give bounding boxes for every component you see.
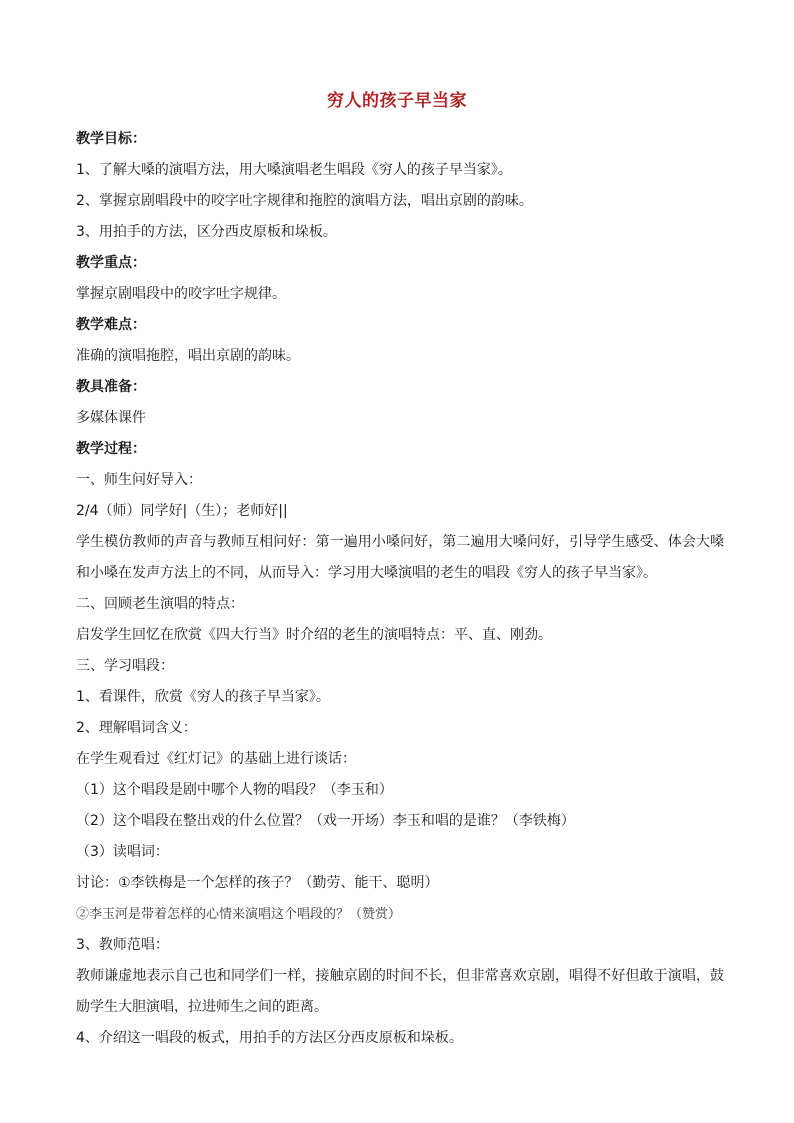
section-3-step-3: 3、教师范唱： (76, 937, 169, 953)
heading-teaching-goals: 教学目标： (76, 131, 146, 147)
heading-teaching-process: 教学过程： (76, 441, 146, 457)
question-1: （1）这个唱段是剧中哪个人物的唱段？（李玉和） (76, 782, 393, 798)
section-2-paragraph: 启发学生回忆在欣赏《四大行当》时介绍的老生的演唱特点：平、直、刚劲。 (76, 627, 552, 643)
section-1-title: 一、师生问好导入： (76, 472, 202, 488)
question-2: （2）这个唱段在整出戏的什么位置？（戏一开场）李玉和唱的是谁？（李铁梅） (76, 813, 575, 829)
difficulty-text: 准确的演唱拖腔，唱出京剧的韵味。 (76, 348, 300, 364)
document-body (76, 124, 724, 1054)
heading-key-points: 教学重点： (76, 255, 146, 271)
heading-difficulties: 教学难点： (76, 317, 146, 333)
discussion-1: 讨论：①李铁梅是一个怎样的孩子？（勤劳、能干、聪明） (76, 875, 439, 891)
section-3-step-2: 2、理解唱词含义： (76, 720, 197, 736)
section-3-step-3-paragraph: 教师谦虚地表示自己也和同学们一样，接触京剧的时间不长，但非常喜欢京剧，唱得不好但敢于演唱，鼓励学生大胆演唱，拉进师生之间的距离。 (76, 968, 724, 1015)
teaching-aids-text: 多媒体课件 (76, 410, 146, 426)
goal-item-1: 1、了解大嗓的演唱方法，用大嗓演唱老生唱段《穷人的孩子早当家》。 (76, 162, 512, 178)
section-1-paragraph: 学生模仿教师的声音与教师互相问好：第一遍用小嗓问好，第二遍用大嗓问好，引导学生感受、体会大嗓和小嗓在发声方法上的不同，从而导入：学习用大嗓演唱的老生的唱段《穷人的孩子早当家》。 (76, 534, 724, 581)
section-2-title: 二、回顾老生演唱的特点： (76, 596, 244, 612)
section-1-rhythm: 2/4（师）同学好|（生）；老师好|| (76, 503, 288, 519)
goal-item-3: 3、用拍手的方法，区分西皮原板和垛板。 (76, 224, 337, 240)
section-3-title: 三、学习唱段： (76, 658, 174, 674)
section-3-step-1: 1、看课件，欣赏《穷人的孩子早当家》。 (76, 689, 330, 705)
document-title: 穷人的孩子早当家 (327, 91, 467, 111)
section-3-step-2-intro: 在学生观看过《红灯记》的基础上进行谈话： (76, 751, 356, 767)
discussion-2: ②李玉河是带着怎样的心情来演唱这个唱段的？（赞赏） (76, 907, 402, 922)
goal-item-2: 2、掌握京剧唱段中的咬字吐字规律和拖腔的演唱方法，唱出京剧的韵味。 (76, 193, 533, 209)
heading-teaching-aids: 教具准备： (76, 379, 146, 395)
question-3: （3）读唱词： (76, 844, 169, 860)
key-point-text: 掌握京剧唱段中的咬字吐字规律。 (76, 286, 286, 302)
section-3-step-4: 4、介绍这一唱段的板式，用拍手的方法区分西皮原板和垛板。 (76, 1030, 463, 1046)
